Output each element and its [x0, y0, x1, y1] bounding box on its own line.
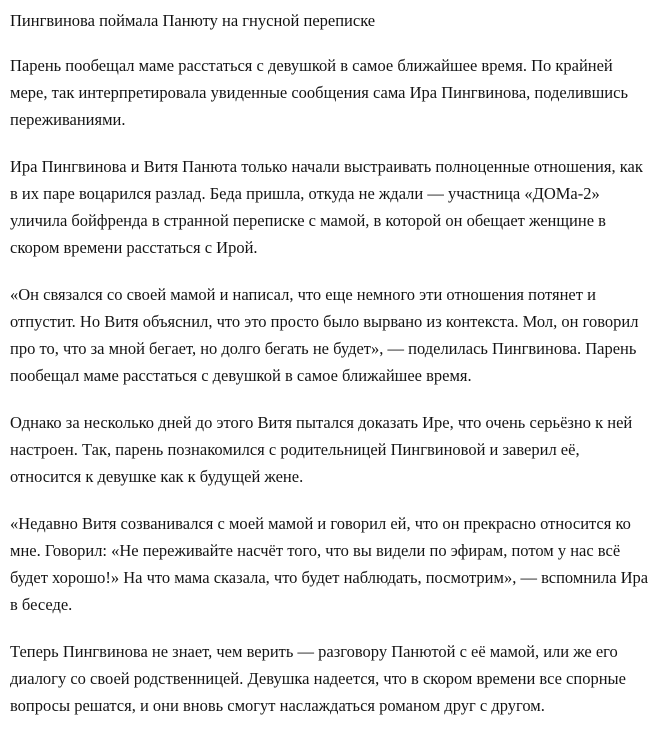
article-paragraph: Теперь Пингвинова не знает, чем верить — разговору Панютой с её мамой, или же его диалогу со своей родственницей. Девушка надеется, что в скором времени все спорные вопросы решатся, и они вновь смогут наслаждаться романом друг с другом.: [10, 642, 626, 715]
article-paragraph: «Недавно Витя созванивался с моей мамой и говорил ей, что он прекрасно относится ко мне. Говорил: «Не переживайте насчёт того, что вы видели по эфирам, потом у нас всё будет хорошо!» На что мама сказала, что будет наблюдать, посмотрим», — вспомнила Ира в беседе.: [10, 514, 649, 614]
article-paragraph: Парень пообещал маме расстаться с девушкой в самое ближайшее время. По крайней мере, так интерпретировала увиденные сообщения сама Ира Пингвинова, поделившись переживаниями.: [10, 56, 628, 129]
page-title: Пингвинова поймала Панюту на гнусной переписке: [10, 11, 376, 30]
article-paragraph: Ира Пингвинова и Витя Панюта только начали выстраивать полноценные отношения, как в их паре воцарился разлад. Беда пришла, откуда не ждали — участница «ДОМа-2» уличила бойфренда в странной переписке с мамой, в которой он обещает женщине в скором времени расстаться с Ирой.: [10, 157, 643, 257]
article-paragraph: Однако за несколько дней до этого Витя пытался доказать Ире, что очень серьёзно к ней настроен. Так, парень познакомился с родительницей Пингвиновой и заверил её, относится к девушке как к будущей жене.: [10, 413, 633, 486]
article-paragraph: «Он связался со своей мамой и написал, что еще немного эти отношения потянет и отпустит. Но Витя объяснил, что это просто было вырвано из контекста. Мол, он говорил про то, что за мной бегает, но долго бегать не будет», — поделилась Пингвинова. Парень пообещал маме расстаться с девушкой в самое ближайшее время.: [10, 285, 639, 385]
